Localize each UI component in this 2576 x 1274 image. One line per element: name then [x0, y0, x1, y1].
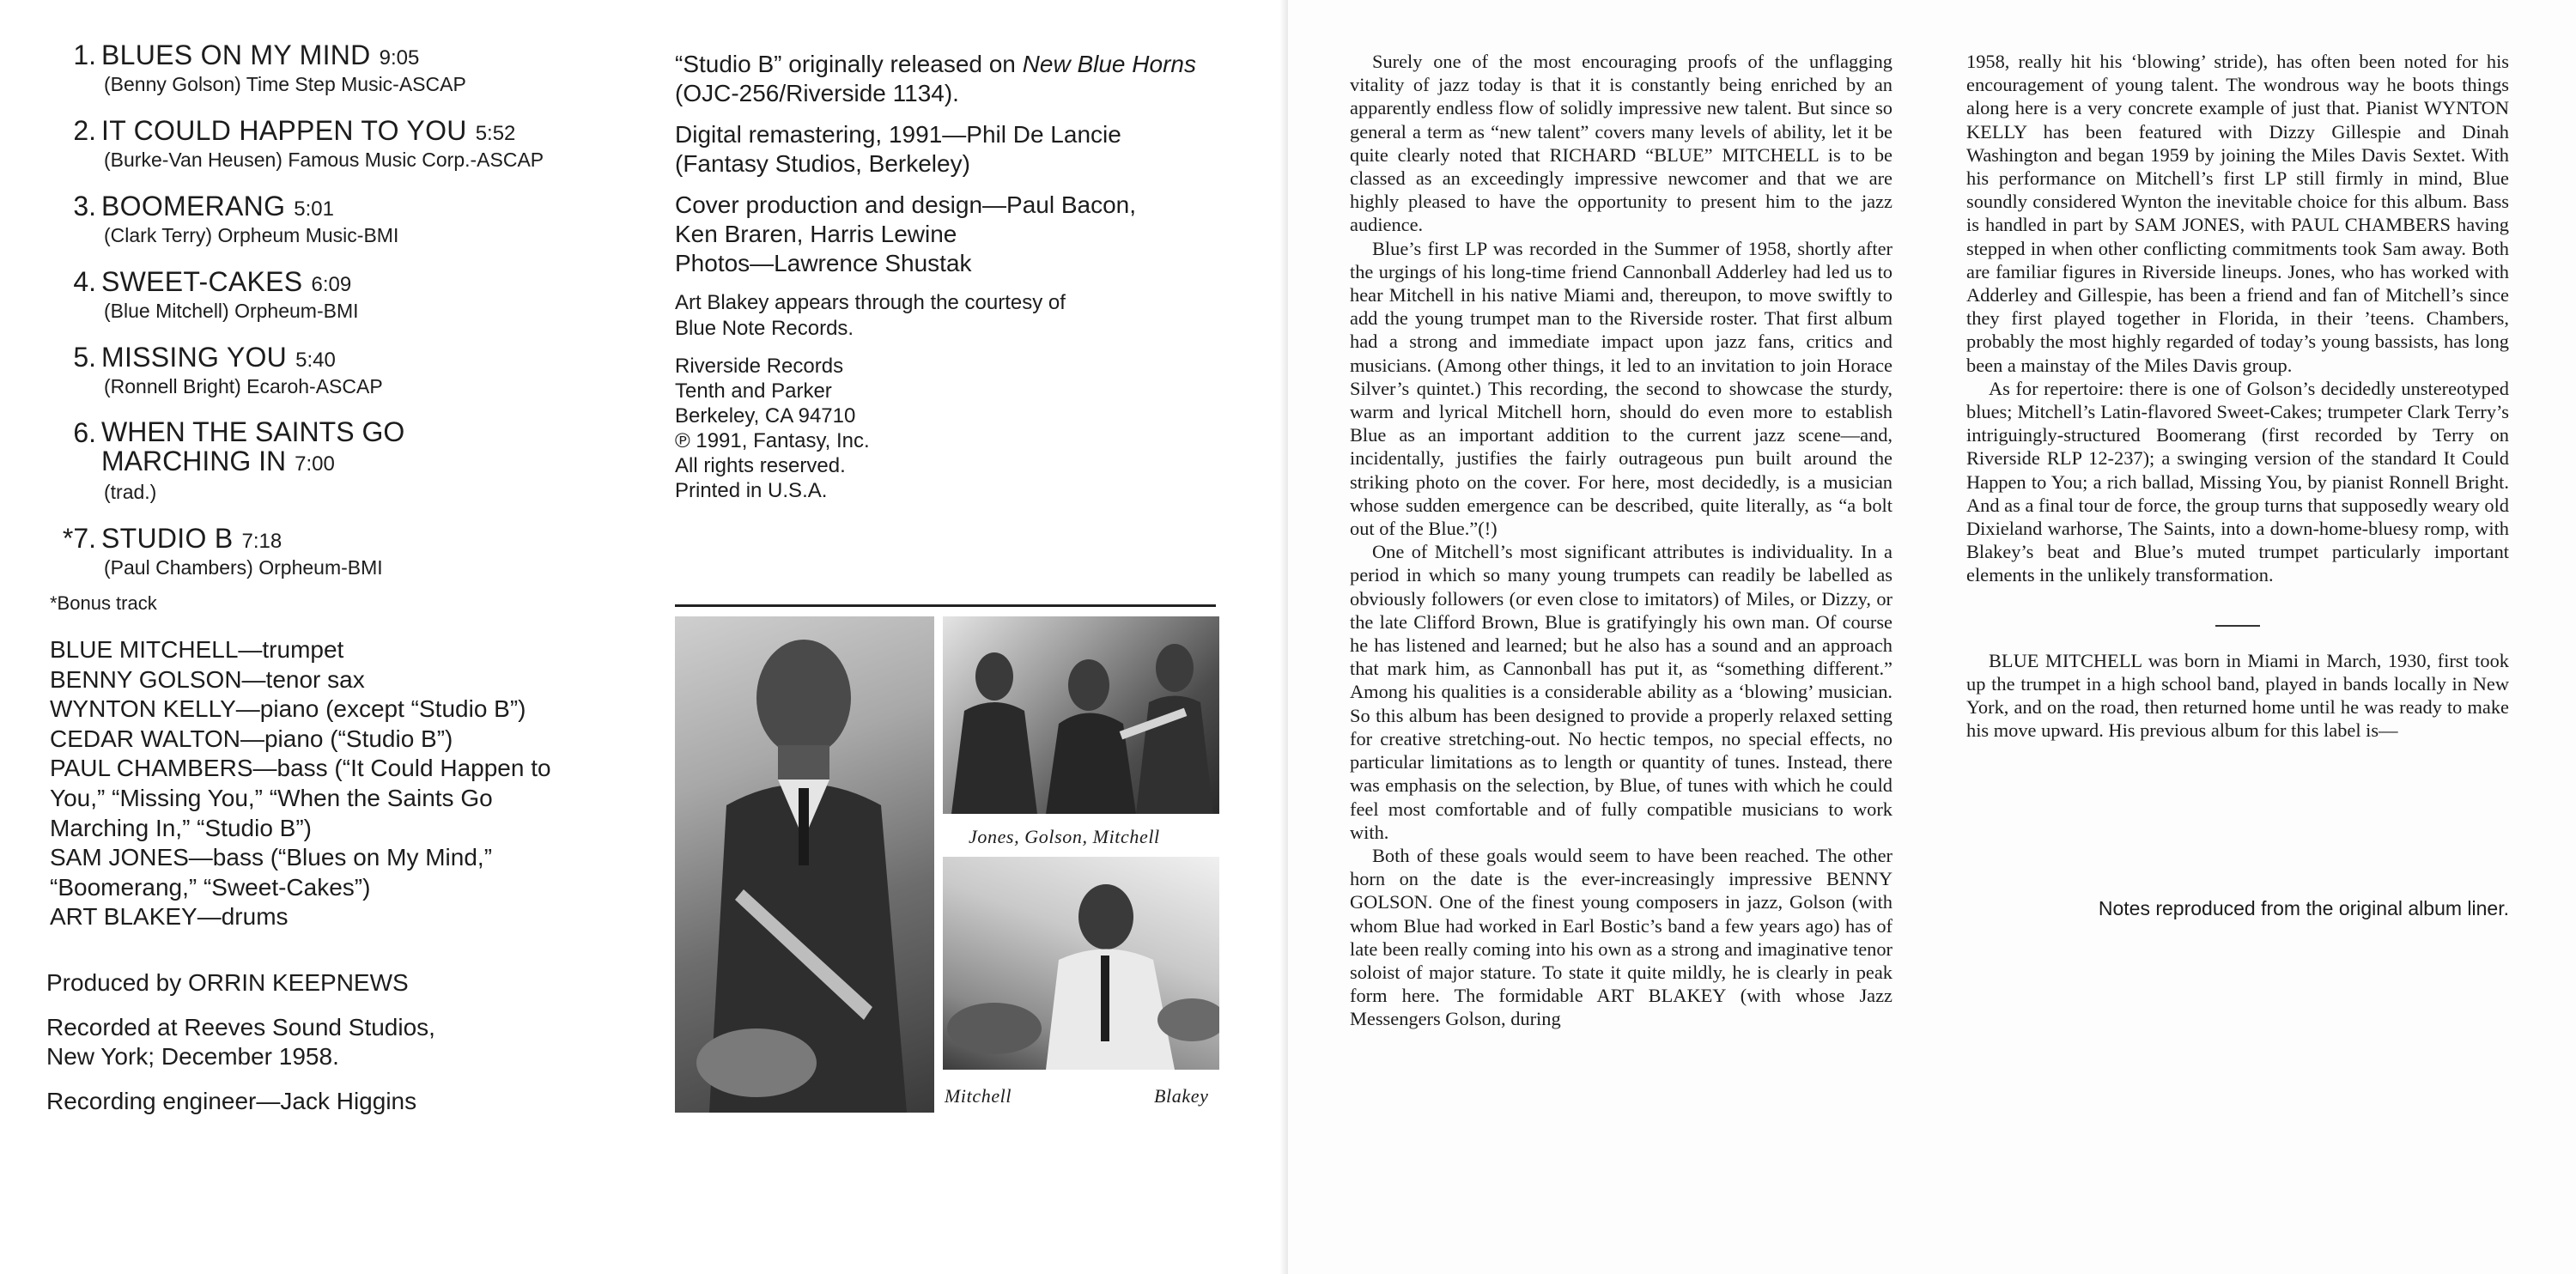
original-album-title: New Blue Horns	[1022, 51, 1196, 77]
track-item	[52, 523, 618, 579]
liner-paragraph: Both of these goals would seem to have been reached. The other horn on the date is the ever-increasingly impressive BENNY GOLSON. One of the finest young composers in jazz, Golson (with whom Blue had worked in Earl Bostic’s band a few years ago) has of late been really coming into his own as a strong and imaginative tenor soloist of major stature. To state it quite mildly, he is clearly in peak form here. The formidable ART BLAKEY (with whose Jazz Messengers Golson, during	[1350, 844, 1893, 1030]
track-title: BOOMERANG	[101, 191, 286, 221]
release-info	[675, 50, 1224, 515]
personnel-line: SAM JONES—bass (“Blues on My Mind,”	[50, 844, 493, 871]
track-title: MISSING YOU	[101, 342, 288, 373]
mitchell-photo	[675, 616, 934, 1113]
courtesy-line: Blue Note Records.	[675, 317, 854, 340]
photos-credit: Photos—Lawrence Shustak	[675, 250, 972, 276]
personnel-line: Marching In,” “Studio B”)	[50, 814, 312, 841]
recording-location-line: Recorded at Reeves Sound Studios,	[46, 1014, 435, 1040]
track-number: 6.	[73, 417, 96, 448]
remastering-studio: (Fantasy Studios, Berkeley)	[675, 150, 970, 177]
personnel-list	[50, 635, 634, 932]
blakey-photo-caption: Blakey	[1154, 1085, 1209, 1107]
liner-paragraph: One of Mitchell’s most significant attributes is individuality. In a period in which so many young trumpets can readily be labelled as obviously followers (or even close to imitators) of Miles, or Dizzy, or the late Clifford Brown, Blue is gratifyingly his own man. Of course he has listened and learned; but he also has a sound and an approach that mark him, as Cannonball has put it, as “something different.” Among his qualities is a considerable ability as a ‘blowing’ musician. So this album has been designed to provide a properly relaxed setting for creative stretching-out. No hectic tempos, no special effects, no particular limitations as to length or quantity of tunes. Instead, there was emphasis on the selection, by Blue, of tunes with which he could feel most comfortable and of fully compatible musicians to work with.	[1350, 541, 1893, 843]
track-number: 5.	[73, 342, 96, 373]
track-title: WHEN THE SAINTS GO	[101, 416, 405, 447]
track-number: 4.	[73, 266, 96, 297]
copyright-line: ℗ 1991, Fantasy, Inc.	[675, 429, 870, 452]
track-number: *7.	[62, 523, 96, 554]
track-duration: 5:01	[294, 197, 334, 221]
remastering-line: Digital remastering, 1991—Phil De Lancie	[675, 121, 1121, 148]
engineer-credit: Recording engineer—Jack Higgins	[46, 1088, 417, 1114]
address-line: Berkeley, CA 94710	[675, 404, 856, 428]
track-title: IT COULD HAPPEN TO YOU	[101, 115, 467, 146]
track-duration: 5:40	[295, 349, 336, 372]
blakey-photo-illustration	[943, 857, 1219, 1070]
cover-line: Cover production and design—Paul Bacon,	[675, 191, 1137, 218]
printed-line: Printed in U.S.A.	[675, 479, 828, 502]
track-title: BLUES ON MY MIND	[101, 39, 371, 70]
group-photo	[943, 616, 1219, 814]
mitchell-photo-caption: Mitchell	[945, 1085, 1012, 1107]
label-address	[675, 354, 1224, 503]
personnel-line: You,” “Missing You,” “When the Saints Go	[50, 784, 493, 811]
production-credits	[46, 968, 630, 1131]
reproduction-note: Notes reproduced from the original album liner.	[2098, 897, 2509, 919]
courtesy-note	[675, 290, 1224, 342]
track-credit: (Paul Chambers) Orpheum-BMI	[104, 556, 383, 579]
rights-line: All rights reserved.	[675, 454, 846, 477]
liner-notes-column-1	[1350, 50, 1893, 1031]
liner-paragraph: 1958, really hit his ‘blowing’ stride), has often been noted for his encouragement of young talent. The wondrous way he boots things along here is a very concrete example of just that. Pianist WYNTON KELLY has been featured with Dizzy Gillespie and Dinah Washington and began 1959 by joining the Miles Davis Sextet. With his performance on Mitchell’s first LP still firmly in mind, Blue soundly considered Wynton the inevitable choice for this album. Bass is handled in part by SAM JONES, with PAUL CHAMBERS having stepped in when other conflicting commitments took Sam away. Both are familiar figures in Riverside lineups. Jones, who has worked with Adderley and Gillespie, has been a friend and fan of Mitchell’s since they first played together in Florida, in their ’teens. Chambers, probably the most highly regarded of today’s young bassists, has long been a mainstay of the Miles Davis group.	[1966, 51, 2509, 376]
liner-paragraph: Surely one of the most encouraging proofs of the unflagging vitality of jazz today is that it is constantly being enriched by an apparently endless flow of solidly impressive new talent. But since so general a term as “new talent” covers many levels of ability, let it be quite clearly noted that RICHARD “BLUE” MITCHELL is to be classed as an exceedingly impressive newcomer and that we are highly pleased to have the opportunity to present him to the jazz audience.	[1350, 51, 1893, 236]
photo-divider	[675, 604, 1216, 607]
original-release-note	[675, 50, 1224, 108]
group-photo-illustration	[943, 616, 1219, 814]
personnel-line: BLUE MITCHELL—trumpet	[50, 636, 344, 663]
track-credit: (Burke-Van Heusen) Famous Music Corp.-ASCAP	[104, 149, 544, 171]
track-duration: 7:18	[241, 530, 283, 553]
track-item	[52, 191, 618, 247]
group-photo-caption: Jones, Golson, Mitchell	[969, 826, 1160, 847]
liner-notes-column-2	[1966, 50, 2509, 742]
remastering-credit	[675, 120, 1224, 179]
blakey-photo	[943, 857, 1219, 1070]
track-list	[52, 39, 618, 598]
bonus-track-note: *Bonus track	[50, 592, 157, 614]
personnel-line: “Boomerang,” “Sweet-Cakes”)	[50, 873, 371, 901]
track-credit: (trad.)	[104, 481, 157, 503]
track-title-continued: MARCHING IN	[101, 446, 287, 476]
track-item	[52, 115, 618, 172]
mitchell-photo-illustration	[675, 616, 934, 1113]
cover-line: Ken Braren, Harris Lewine	[675, 221, 957, 247]
track-credit: (Benny Golson) Time Step Music-ASCAP	[104, 73, 466, 95]
original-release-suffix: (OJC-256/Riverside 1134).	[675, 80, 959, 106]
track-title: STUDIO B	[101, 523, 234, 554]
track-number: 1.	[73, 39, 96, 70]
track-duration: 7:00	[295, 452, 335, 476]
track-duration: 6:09	[311, 273, 352, 296]
biography-paragraph: BLUE MITCHELL was born in Miami in March, 1930, first took up the trumpet in a high school band, played in bands locally in New York, and on the road, then returned home until he was ready to make his move upward. His previous album for this label is—	[1966, 649, 2509, 742]
track-credit: (Clark Terry) Orpheum Music-BMI	[104, 224, 399, 246]
track-credit: (Blue Mitchell) Orpheum-BMI	[104, 300, 359, 322]
personnel-line: BENNY GOLSON—tenor sax	[50, 665, 365, 693]
personnel-line: CEDAR WALTON—piano (“Studio B”)	[50, 725, 453, 752]
address-line: Tenth and Parker	[675, 379, 832, 403]
cover-credit	[675, 191, 1224, 278]
address-line: Riverside Records	[675, 355, 844, 378]
track-number: 3.	[73, 191, 96, 221]
original-release-prefix: “Studio B” originally released on	[675, 51, 1023, 77]
liner-paragraph: As for repertoire: there is one of Golson’s decidedly unstereotyped blues; Mitchell’s Latin-flavored Sweet-Cakes; trumpeter Clark Terry’s intriguingly-structured Boomerang (first recorded by Terry on Riverside RLP 12-237); a swinging version of the standard It Could Happen to You; a rich ballad, Missing You, by pianist Ronnell Bright. And as a final tour de force, the group turns that supposedly weary old Dixieland warhorse, The Saints, into a down-home-bluesy romp, with Blakey’s beat and Blue’s muted trumpet particularly important elements in the unlikely transformation.	[1966, 377, 2509, 586]
track-credit: (Ronnell Bright) Ecaroh-ASCAP	[104, 375, 383, 397]
personnel-line: PAUL CHAMBERS—bass (“It Could Happen to	[50, 755, 551, 782]
track-item	[52, 39, 618, 96]
section-separator	[2215, 625, 2260, 627]
liner-paragraph: Blue’s first LP was recorded in the Summer of 1958, shortly after the urgings of his long-time friend Cannonball Adderley had led us to hear Mitchell in his native Miami and, thereupon, to move swiftly to add the young trumpet man to the Riverside roster. That first album had a strong and immediate impact upon jazz fans, critics and musicians. (Among other things, it led to an invitation to join Horace Silver’s quintet.) This recording, the second to showcase the sturdy, warm and lyrical Mitchell horn, should do even more to establish Blue as an important addition to the current jazz scene—and, incidentally, justifies the fairly outrageous pun built around the striking photo on the cover. For here, most decidedly, is a musician whose sudden emergence can be described, quite literally, as “a bolt out of the Blue.”(!)	[1350, 237, 1893, 540]
recording-date-line: New York; December 1958.	[46, 1043, 339, 1070]
track-item	[52, 266, 618, 323]
personnel-line: WYNTON KELLY—piano (except “Studio B”)	[50, 695, 526, 723]
track-number: 2.	[73, 115, 96, 146]
track-item	[52, 417, 618, 504]
recording-location	[46, 1013, 630, 1071]
producer-credit: Produced by ORRIN KEEPNEWS	[46, 969, 409, 996]
personnel-line: ART BLAKEY—drums	[50, 903, 289, 931]
track-duration: 9:05	[379, 46, 420, 70]
courtesy-line: Art Blakey appears through the courtesy of	[675, 291, 1066, 314]
track-duration: 5:52	[475, 122, 516, 145]
track-title: SWEET-CAKES	[101, 266, 303, 297]
track-item	[52, 342, 618, 398]
